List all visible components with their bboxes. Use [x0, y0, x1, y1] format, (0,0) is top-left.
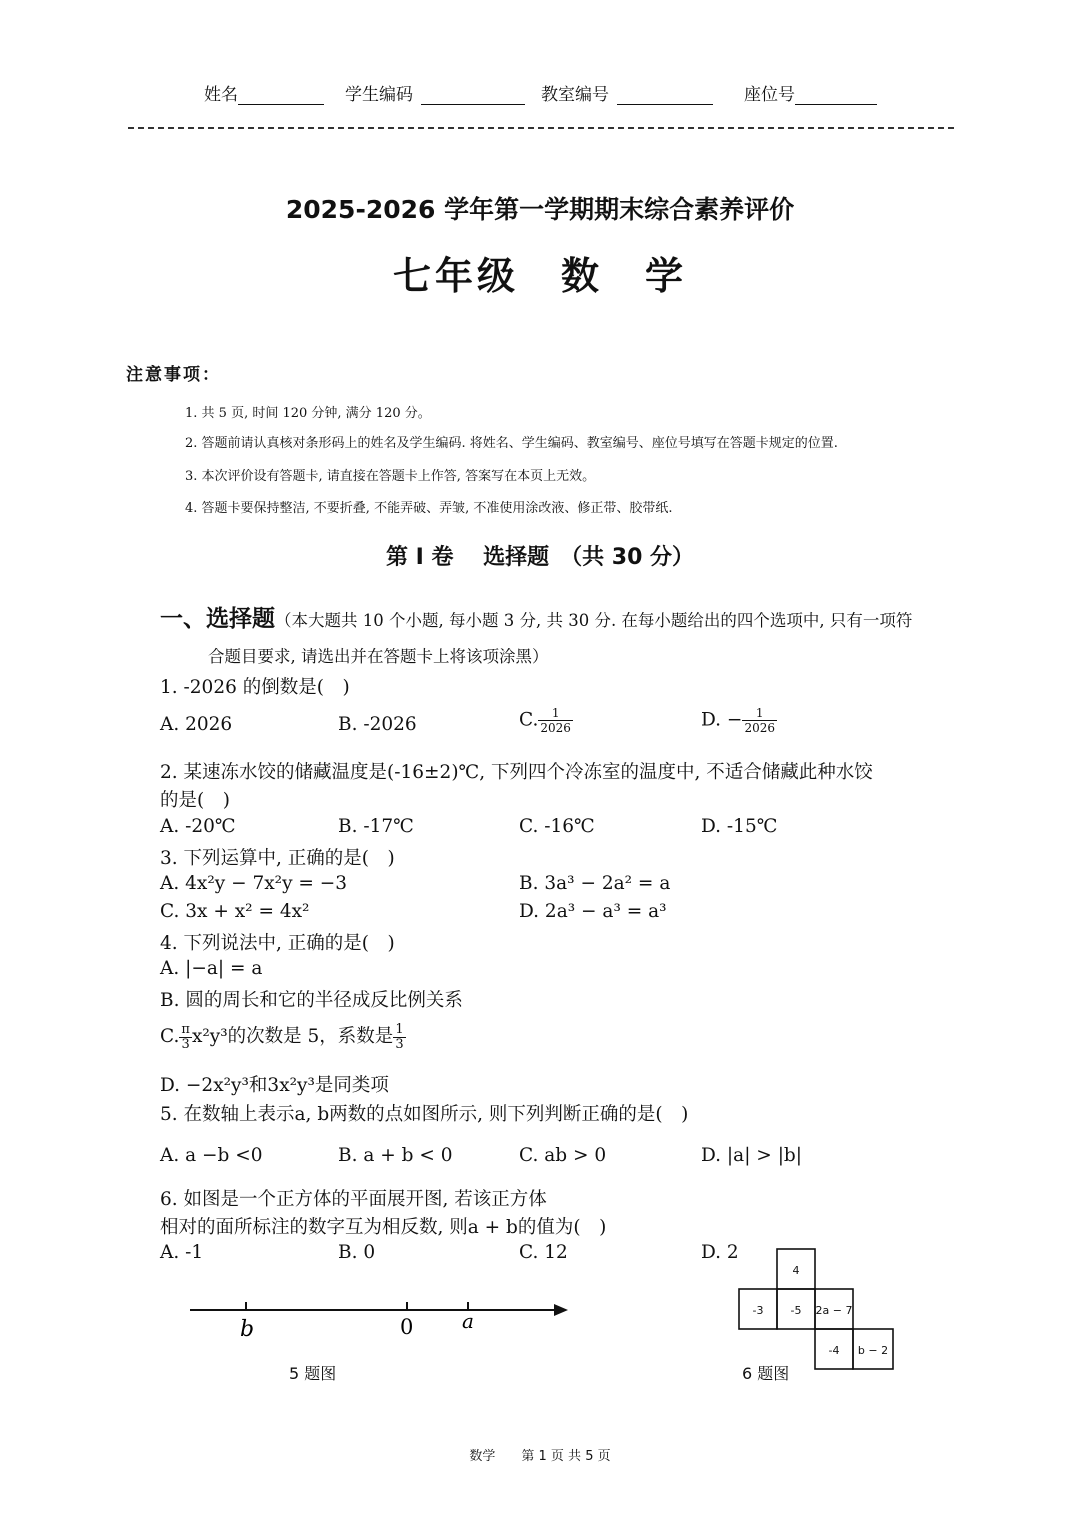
student-code-blank[interactable]	[421, 86, 525, 105]
number-line-arrow	[554, 1304, 568, 1316]
q6-option-b: B. 0	[338, 1242, 376, 1263]
q6-stem: 6. 如图是一个正方体的平面展开图, 若该正方体	[160, 1189, 547, 1210]
student-code-label: 学生编码	[345, 85, 413, 105]
q1-option-a: A. 2026	[160, 714, 233, 735]
q4-c-pi-fraction: $\frac{\pi}{3}$	[181, 1021, 190, 1052]
q4-c-text: x²y³的次数是 5，系数是	[191, 1026, 394, 1047]
subject-title: 七年级 数 学	[392, 254, 687, 298]
note-item: 4. 答题卡要保持整洁, 不要折叠, 不能弄破、弄皱, 不准使用涂改液、修正带、胶带纸.	[185, 501, 673, 516]
q6-option-d: D. 2	[701, 1242, 739, 1263]
header-student-code-field	[345, 80, 525, 105]
q2-option-d: D. -15℃	[701, 816, 778, 837]
q2-option-b: B. -17℃	[338, 816, 414, 837]
part1-title: 第 I 卷 选择题 （共 30 分）	[385, 545, 695, 570]
q2-stem: 2. 某速冻水饺的储藏温度是(-16±2)℃, 下列四个冷冻室的温度中, 不适合储藏此种水饺	[160, 762, 873, 783]
q2-option-a: A. -20℃	[160, 816, 236, 837]
exam-title: 2025-2026 学年第一学期期末综合素养评价	[285, 195, 795, 224]
header-classroom-field	[541, 80, 713, 105]
figure-5-number-line	[180, 1290, 580, 1350]
q3-option-b: B. 3a³ − 2a² = a	[519, 873, 671, 894]
cut-line	[128, 127, 954, 129]
q4-option-b: B. 圆的周长和它的半径成反比例关系	[160, 990, 463, 1011]
q4-c-coef-fraction: $\frac{1}{3}$	[395, 1021, 404, 1052]
q4-option-c	[160, 1022, 406, 1052]
section1-label: 一、选择题	[160, 606, 275, 632]
note-item: 2. 答题前请认真核对条形码上的姓名及学生编码. 将姓名、学生编码、教室编号、座位号填写在答题卡规定的位置.	[185, 436, 838, 451]
page-footer: 数学 第 1 页 共 5 页	[469, 1449, 611, 1464]
name-label: 姓名	[204, 85, 238, 105]
q5-option-c: C. ab > 0	[519, 1145, 607, 1166]
figure-6-caption: 6 题图	[742, 1364, 790, 1383]
q2-stem-cont: 的是( )	[160, 790, 230, 811]
note-item: 3. 本次评价设有答题卡, 请直接在答题卡上作答, 答案写在本页上无效。	[185, 469, 596, 484]
name-blank[interactable]	[238, 86, 324, 105]
q5-option-b: B. a + b < 0	[338, 1145, 453, 1166]
q1-stem: 1. -2026 的倒数是( )	[160, 677, 350, 698]
q1-c-prefix: C.	[519, 709, 539, 731]
section1-desc-cont: 合题目要求, 请选出并在答题卡上将该项涂黑）	[208, 647, 549, 666]
q6-option-a: A. -1	[160, 1242, 204, 1263]
net-label: -3	[752, 1304, 764, 1317]
label-a: a	[462, 1309, 474, 1333]
q4-option-a: A. |−a| = a	[160, 958, 263, 979]
q5-option-a: A. a −b <0	[160, 1145, 263, 1166]
q2-option-c: C. -16℃	[519, 816, 595, 837]
q1-option-d	[701, 706, 777, 735]
notes-heading: 注意事项：	[126, 365, 221, 385]
q1-d-prefix: D. −	[701, 709, 743, 731]
section1-line1	[160, 600, 912, 633]
label-0: 0	[400, 1315, 414, 1339]
net-label: -4	[828, 1344, 840, 1357]
header-seat-field	[744, 80, 877, 105]
net-label: 2a − 7	[815, 1304, 853, 1317]
q4-stem: 4. 下列说法中, 正确的是( )	[160, 933, 395, 954]
net-label: 4	[792, 1264, 800, 1277]
note-item: 1. 共 5 页, 时间 120 分钟, 满分 120 分。	[185, 406, 431, 421]
q1-c-fraction: $\frac{1}{2026}$	[540, 706, 571, 735]
header-name-field	[204, 80, 324, 105]
q6-stem-cont: 相对的面所标注的数字互为相反数, 则a + b的值为( )	[160, 1217, 607, 1238]
q3-option-d: D. 2a³ − a³ = a³	[519, 901, 667, 922]
q1-option-b: B. -2026	[338, 714, 417, 735]
figure-5-caption: 5 题图	[289, 1364, 337, 1383]
q3-option-a: A. 4x²y − 7x²y = −3	[160, 873, 348, 894]
q5-option-d: D. |a| > |b|	[701, 1145, 803, 1166]
classroom-label: 教室编号	[541, 85, 609, 105]
label-b: b	[240, 1317, 255, 1342]
net-label: b − 2	[857, 1344, 889, 1357]
q4-c-prefix: C.	[160, 1026, 180, 1047]
section1-desc: （本大题共 10 个小题, 每小题 3 分, 共 30 分. 在每小题给出的四个选项中, 只有一项符	[275, 611, 913, 630]
net-label: -5	[790, 1304, 802, 1317]
classroom-blank[interactable]	[617, 86, 713, 105]
q1-d-fraction: $\frac{1}{2026}$	[744, 706, 775, 735]
q4-option-d: D. −2x²y³和3x²y³是同类项	[160, 1075, 389, 1096]
q6-option-c: C. 12	[519, 1242, 568, 1263]
seat-blank[interactable]	[795, 86, 877, 105]
q5-stem: 5. 在数轴上表示a, b两数的点如图所示, 则下列判断正确的是( )	[160, 1104, 689, 1125]
q1-option-c	[519, 706, 573, 735]
seat-label: 座位号	[744, 85, 795, 105]
q3-stem: 3. 下列运算中, 正确的是( )	[160, 848, 395, 869]
q3-option-c: C. 3x + x² = 4x²	[160, 901, 310, 922]
